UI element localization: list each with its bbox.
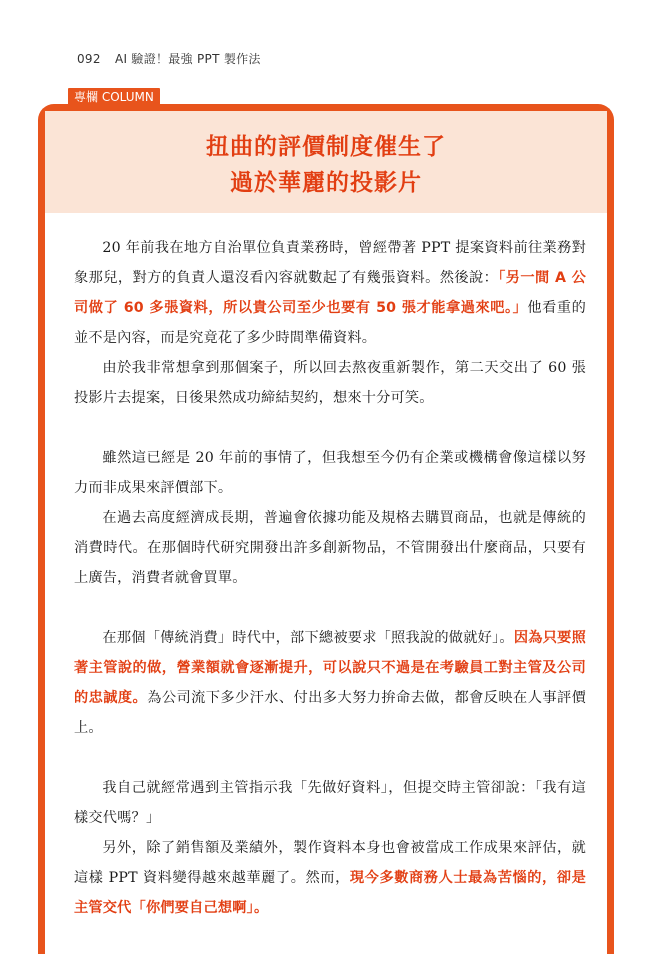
paragraph-1 xyxy=(74,233,586,353)
paragraph-1-tail: 他看重的並不是內容，而是究竟花了多少時間準備資料。 xyxy=(74,300,586,346)
paragraph-5-tail: 為公司流下多少汗水、付出多大努力拚命去做，都會反映在人事評價上。 xyxy=(74,690,586,736)
column-title-line-2: 過於華麗的投影片 xyxy=(230,170,422,196)
highlight-2: 因為只要照著主管說的做，營業額就會逐漸提升，可以說只不過是在考驗員工對主管及公司的忠誠度。 xyxy=(74,630,586,706)
running-header xyxy=(77,50,261,67)
column-title-line-1: 扭曲的評價制度催生了 xyxy=(206,134,446,160)
paragraph-2: 由於我非常想拿到那個案子，所以回去熬夜重新製作，第二天交出了 60 張投影片去提案，日後果然成功締結契約，想來十分可笑。 xyxy=(74,360,586,406)
column-body xyxy=(74,233,586,923)
book-title: AI 驗證！最強 PPT 製作法 xyxy=(114,52,261,66)
paragraph-5 xyxy=(74,623,586,743)
paragraph-4: 在過去高度經濟成長期，普遍會依據功能及規格去購買商品，也就是傳統的消費時代。在那個時代研究開發出許多創新物品，不管開發出什麼商品，只要有上廣告，消費者就會買單。 xyxy=(74,510,586,586)
highlight-quote-1: 「另一間 A 公司做了 60 多張資料，所以貴公司至少也要有 50 張才能拿過來吧。」 xyxy=(74,270,586,316)
paragraph-1-text: 20 年前我在地方自治單位負責業務時，曾經帶著 PPT 提案資料前往業務對象那兒，對方的負責人還沒看內容就數起了有幾張資料。然後說： xyxy=(74,240,586,286)
title-band xyxy=(45,111,607,213)
page-number: 092 xyxy=(77,52,101,66)
paragraph-5-text: 在那個「傳統消費」時代中，部下總被要求「照我說的做就好」。 xyxy=(102,630,514,646)
column-tag: 專欄 COLUMN xyxy=(68,88,160,106)
highlight-3: 現今多數商務人士最為苦惱的，卻是主管交代「你們要自己想啊」。 xyxy=(74,870,587,916)
paragraph-7-text: 另外，除了銷售額及業績外，製作資料本身也會被當成工作成果來評估，就這樣 PPT 資料變得越來越華麗了。然而， xyxy=(74,840,586,886)
paragraph-3: 雖然這已經是 20 年前的事情了，但我想至今仍有企業或機構會像這樣以努力而非成果來評價部下。 xyxy=(74,450,586,496)
paragraph-6: 我自己就經常遇到主管指示我「先做好資料」，但提交時主管卻說：「我有這樣交代嗎？」 xyxy=(74,780,586,826)
paragraph-7 xyxy=(74,833,586,923)
